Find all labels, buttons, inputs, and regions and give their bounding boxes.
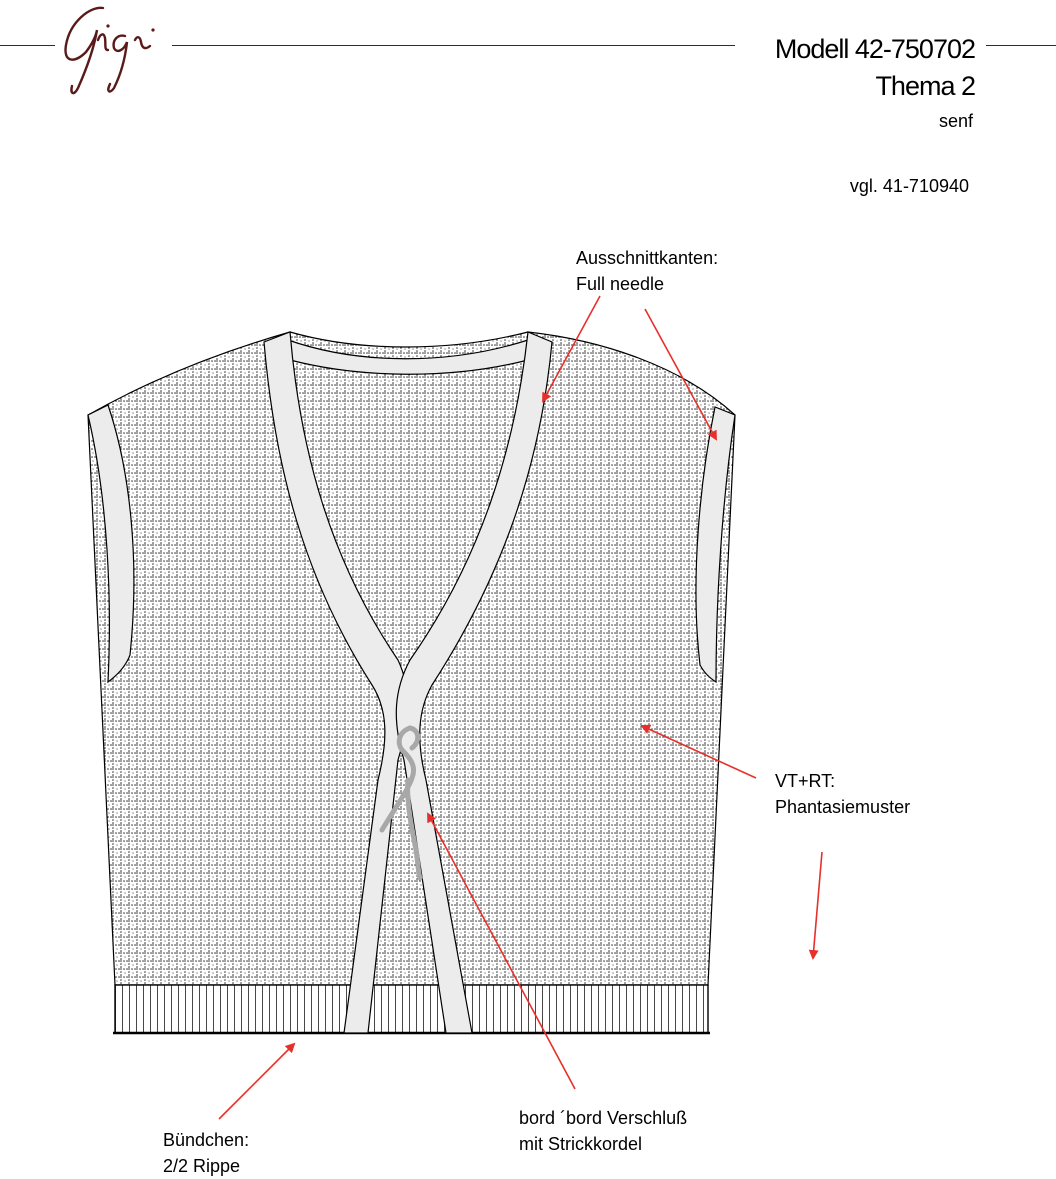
annotation-closure-line1: bord ´bord Verschluß [519, 1108, 688, 1128]
annotation-closure-line2: mit Strickkordel [519, 1134, 643, 1154]
annotation-pattern [775, 768, 910, 820]
annotation-pattern-line1: VT+RT: [775, 771, 836, 791]
annotation-neckline-line1: Ausschnittkanten: [576, 248, 719, 268]
annotation-neckline-line2: Full needle [576, 274, 665, 294]
ribbed-cuff [115, 985, 708, 1033]
annotation-closure [519, 1105, 687, 1157]
arrow-extra [813, 852, 822, 958]
reference-label: vgl. 41-710940 [849, 176, 969, 196]
gigi-logo [66, 8, 155, 93]
annotation-pattern-line2: Phantasiemuster [775, 797, 911, 817]
annotation-cuff [163, 1127, 249, 1179]
annotation-neckline [576, 245, 718, 297]
annotation-cuff-line2: 2/2 Rippe [163, 1156, 241, 1176]
model-number: Modell 42-750702 [774, 34, 975, 64]
arrow-cuff [219, 1044, 294, 1119]
theme-label: Thema 2 [875, 71, 975, 101]
annotation-cuff-line1: Bündchen: [163, 1130, 250, 1150]
color-label: senf [938, 111, 973, 131]
